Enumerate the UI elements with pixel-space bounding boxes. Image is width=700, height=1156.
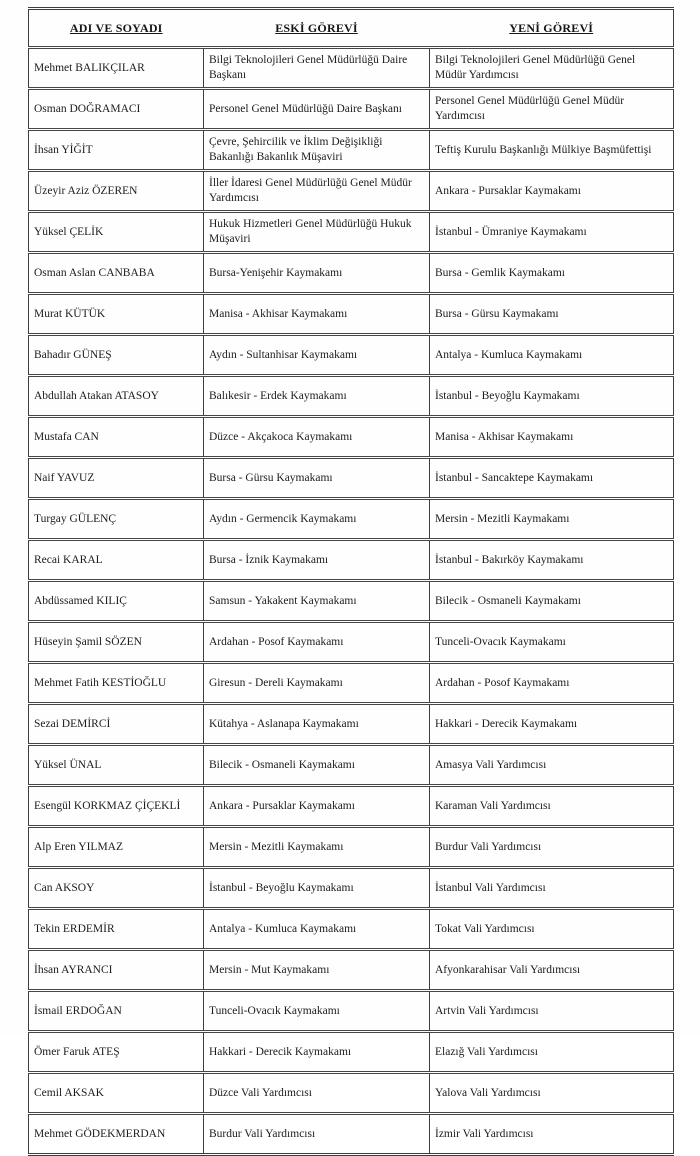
- cell-name: Üzeyir Aziz ÖZEREN: [29, 171, 204, 212]
- cell-old-position: Hakkari - Derecik Kaymakamı: [204, 1032, 430, 1073]
- cell-name: İhsan YİĞİT: [29, 130, 204, 171]
- cell-new-position: Bursa - Gürsu Kaymakamı: [430, 294, 674, 335]
- table-row: [29, 704, 674, 745]
- cell-name: Osman Aslan CANBABA: [29, 253, 204, 294]
- appointments-table: [28, 7, 674, 1156]
- table-row: [29, 376, 674, 417]
- cell-old-position: Bursa-Yenişehir Kaymakamı: [204, 253, 430, 294]
- cell-new-position: Amasya Vali Yardımcısı: [430, 745, 674, 786]
- cell-name: İsmail ERDOĞAN: [29, 991, 204, 1032]
- cell-new-position: Manisa - Akhisar Kaymakamı: [430, 417, 674, 458]
- table-row: [29, 1114, 674, 1155]
- cell-name: Bahadır GÜNEŞ: [29, 335, 204, 376]
- cell-new-position: Tokat Vali Yardımcısı: [430, 909, 674, 950]
- table-row: [29, 581, 674, 622]
- cell-new-position: Bilecik - Osmaneli Kaymakamı: [430, 581, 674, 622]
- cell-old-position: Aydın - Germencik Kaymakamı: [204, 499, 430, 540]
- column-header-new-position: YENİ GÖREVİ: [509, 20, 594, 35]
- cell-old-position: Mersin - Mezitli Kaymakamı: [204, 827, 430, 868]
- table-row: [29, 622, 674, 663]
- table-row: [29, 253, 674, 294]
- cell-old-position: Hukuk Hizmetleri Genel Müdürlüğü Hukuk Müşaviri: [204, 212, 430, 253]
- cell-new-position: Afyonkarahisar Vali Yardımcısı: [430, 950, 674, 991]
- cell-name: Osman DOĞRAMACI: [29, 89, 204, 130]
- table-row: [29, 294, 674, 335]
- cell-old-position: Ankara - Pursaklar Kaymakamı: [204, 786, 430, 827]
- cell-name: Mehmet GÖDEKMERDAN: [29, 1114, 204, 1155]
- cell-name: Yüksel ÇELİK: [29, 212, 204, 253]
- table-row: [29, 458, 674, 499]
- cell-name: Yüksel ÜNAL: [29, 745, 204, 786]
- cell-old-position: Personel Genel Müdürlüğü Daire Başkanı: [204, 89, 430, 130]
- cell-name: Abdullah Atakan ATASOY: [29, 376, 204, 417]
- cell-new-position: Artvin Vali Yardımcısı: [430, 991, 674, 1032]
- cell-name: Cemil AKSAK: [29, 1073, 204, 1114]
- cell-name: Tekin ERDEMİR: [29, 909, 204, 950]
- cell-old-position: Bilgi Teknolojileri Genel Müdürlüğü Daire Başkanı: [204, 48, 430, 89]
- cell-old-position: Düzce Vali Yardımcısı: [204, 1073, 430, 1114]
- table-body: [29, 48, 674, 1155]
- cell-name: Mehmet BALIKÇILAR: [29, 48, 204, 89]
- cell-new-position: Ardahan - Posof Kaymakamı: [430, 663, 674, 704]
- cell-new-position: İstanbul - Beyoğlu Kaymakamı: [430, 376, 674, 417]
- table-row: [29, 663, 674, 704]
- cell-name: Abdüssamed KILIÇ: [29, 581, 204, 622]
- cell-name: İhsan AYRANCI: [29, 950, 204, 991]
- table-row: [29, 130, 674, 171]
- cell-old-position: İstanbul - Beyoğlu Kaymakamı: [204, 868, 430, 909]
- cell-name: Naif YAVUZ: [29, 458, 204, 499]
- table-row: [29, 335, 674, 376]
- cell-old-position: Mersin - Mut Kaymakamı: [204, 950, 430, 991]
- cell-old-position: Aydın - Sultanhisar Kaymakamı: [204, 335, 430, 376]
- cell-name: Murat KÜTÜK: [29, 294, 204, 335]
- cell-name: Sezai DEMİRCİ: [29, 704, 204, 745]
- table-row: [29, 1073, 674, 1114]
- table-row: [29, 745, 674, 786]
- cell-old-position: Kütahya - Aslanapa Kaymakamı: [204, 704, 430, 745]
- table-header: [29, 9, 674, 48]
- table-row: [29, 540, 674, 581]
- cell-new-position: Personel Genel Müdürlüğü Genel Müdür Yardımcısı: [430, 89, 674, 130]
- cell-name: Turgay GÜLENÇ: [29, 499, 204, 540]
- cell-name: Alp Eren YILMAZ: [29, 827, 204, 868]
- cell-old-position: Bursa - Gürsu Kaymakamı: [204, 458, 430, 499]
- cell-new-position: Tunceli-Ovacık Kaymakamı: [430, 622, 674, 663]
- cell-name: Ömer Faruk ATEŞ: [29, 1032, 204, 1073]
- cell-old-position: Tunceli-Ovacık Kaymakamı: [204, 991, 430, 1032]
- cell-old-position: Ardahan - Posof Kaymakamı: [204, 622, 430, 663]
- cell-new-position: Mersin - Mezitli Kaymakamı: [430, 499, 674, 540]
- table-row: [29, 212, 674, 253]
- cell-new-position: Bursa - Gemlik Kaymakamı: [430, 253, 674, 294]
- column-header-old-position: ESKİ GÖREVİ: [275, 20, 358, 35]
- cell-new-position: Karaman Vali Yardımcısı: [430, 786, 674, 827]
- cell-new-position: Bilgi Teknolojileri Genel Müdürlüğü Genel Müdür Yardımcısı: [430, 48, 674, 89]
- cell-old-position: Bursa - İznik Kaymakamı: [204, 540, 430, 581]
- cell-new-position: Elazığ Vali Yardımcısı: [430, 1032, 674, 1073]
- cell-new-position: İstanbul - Bakırköy Kaymakamı: [430, 540, 674, 581]
- table-row: [29, 991, 674, 1032]
- cell-new-position: Yalova Vali Yardımcısı: [430, 1073, 674, 1114]
- cell-new-position: İstanbul Vali Yardımcısı: [430, 868, 674, 909]
- table-row: [29, 417, 674, 458]
- cell-new-position: Ankara - Pursaklar Kaymakamı: [430, 171, 674, 212]
- cell-old-position: Antalya - Kumluca Kaymakamı: [204, 909, 430, 950]
- cell-new-position: Burdur Vali Yardımcısı: [430, 827, 674, 868]
- cell-name: Mustafa CAN: [29, 417, 204, 458]
- cell-new-position: İstanbul - Ümraniye Kaymakamı: [430, 212, 674, 253]
- column-header-name: ADI VE SOYADI: [69, 20, 163, 35]
- cell-new-position: Antalya - Kumluca Kaymakamı: [430, 335, 674, 376]
- cell-old-position: Giresun - Dereli Kaymakamı: [204, 663, 430, 704]
- cell-old-position: Burdur Vali Yardımcısı: [204, 1114, 430, 1155]
- cell-old-position: Samsun - Yakakent Kaymakamı: [204, 581, 430, 622]
- header-row: [29, 9, 674, 48]
- cell-new-position: İstanbul - Sancaktepe Kaymakamı: [430, 458, 674, 499]
- table-row: [29, 950, 674, 991]
- table-row: [29, 1032, 674, 1073]
- cell-new-position: Teftiş Kurulu Başkanlığı Mülkiye Başmüfettişi: [430, 130, 674, 171]
- cell-old-position: Balıkesir - Erdek Kaymakamı: [204, 376, 430, 417]
- cell-old-position: Düzce - Akçakoca Kaymakamı: [204, 417, 430, 458]
- table-row: [29, 868, 674, 909]
- cell-old-position: Manisa - Akhisar Kaymakamı: [204, 294, 430, 335]
- cell-new-position: İzmir Vali Yardımcısı: [430, 1114, 674, 1155]
- cell-name: Recai KARAL: [29, 540, 204, 581]
- table-row: [29, 827, 674, 868]
- cell-name: Hüseyin Şamil SÖZEN: [29, 622, 204, 663]
- table-row: [29, 89, 674, 130]
- cell-name: Mehmet Fatih KESTİOĞLU: [29, 663, 204, 704]
- cell-name: Esengül KORKMAZ ÇİÇEKLİ: [29, 786, 204, 827]
- cell-new-position: Hakkari - Derecik Kaymakamı: [430, 704, 674, 745]
- cell-old-position: İller İdaresi Genel Müdürlüğü Genel Müdür Yardımcısı: [204, 171, 430, 212]
- table-row: [29, 171, 674, 212]
- table-row: [29, 499, 674, 540]
- table-row: [29, 909, 674, 950]
- table-row: [29, 48, 674, 89]
- cell-old-position: Bilecik - Osmaneli Kaymakamı: [204, 745, 430, 786]
- cell-old-position: Çevre, Şehircilik ve İklim Değişikliği Bakanlığı Bakanlık Müşaviri: [204, 130, 430, 171]
- cell-name: Can AKSOY: [29, 868, 204, 909]
- table-row: [29, 786, 674, 827]
